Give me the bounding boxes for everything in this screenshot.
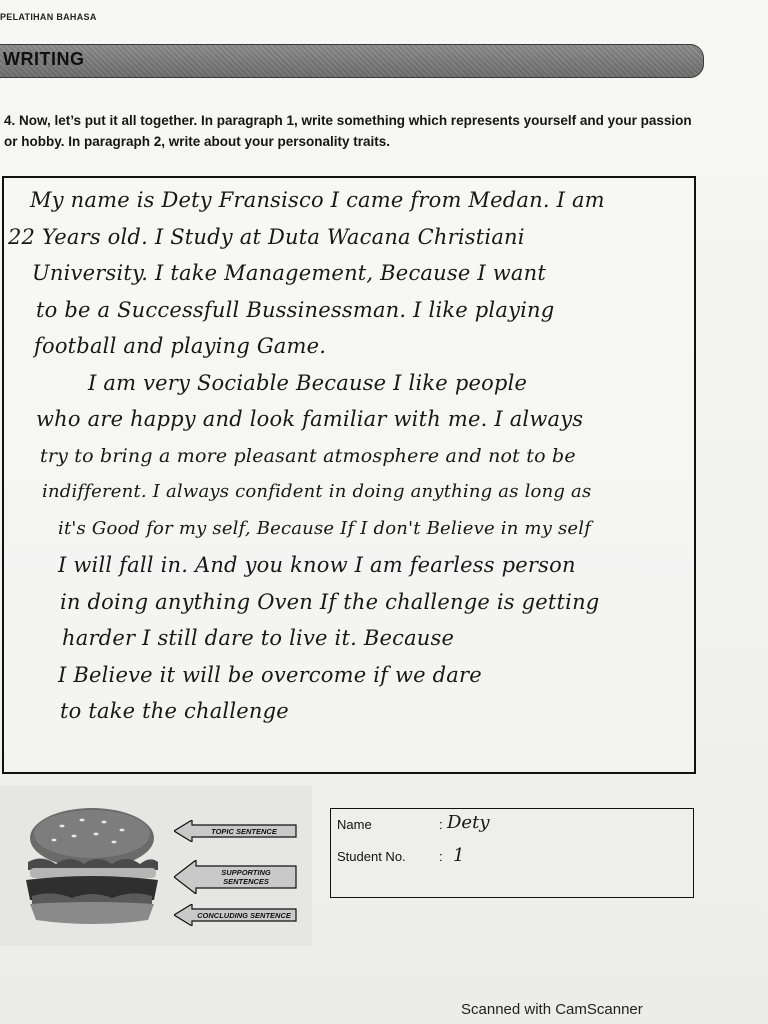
- answer-line: football and playing Game.: [34, 334, 327, 358]
- handwritten-answer: [4, 182, 696, 730]
- student-number-value: 1: [453, 845, 465, 866]
- scanner-watermark: Scanned with CamScanner: [461, 1001, 643, 1018]
- answer-line: I will fall in. And you know I am fearless person: [58, 553, 576, 577]
- answer-line: try to bring a more pleasant atmosphere and not to be: [40, 444, 576, 467]
- topic-sentence-arrow: [174, 820, 298, 842]
- student-info-box: [330, 808, 694, 898]
- supporting-sentences-arrow: [174, 860, 298, 894]
- answer-line: University. I take Management, Because I want: [32, 261, 546, 285]
- name-label: Name: [337, 817, 372, 832]
- answer-line: My name is Dety Fransisco I came from Medan. I am: [30, 188, 605, 212]
- answer-line: who are happy and look familiar with me. I always: [36, 407, 584, 431]
- answer-line: to take the challenge: [60, 699, 289, 723]
- institution-header: PELATIHAN BAHASA: [0, 12, 97, 22]
- name-value: Dety: [447, 812, 490, 833]
- answer-line: indifferent. I always confident in doing anything as long as: [42, 481, 592, 502]
- task-instruction: 4. Now, let’s put it all together. In paragraph 1, write something which represents yourself and your passion or hobby. In paragraph 2, write about your personality traits.: [4, 113, 692, 149]
- section-title: WRITING: [3, 49, 85, 69]
- concluding-sentence-arrow: [174, 904, 298, 926]
- arrow-label: SUPPORTING SENTENCES: [221, 868, 271, 886]
- arrow-label: TOPIC SENTENCE: [211, 827, 277, 836]
- answer-line: in doing anything Oven If the challenge is getting: [60, 589, 600, 614]
- arrow-label: CONCLUDING SENTENCE: [197, 911, 291, 920]
- answer-line: I am very Sociable Because I like people: [88, 370, 528, 395]
- answer-line: to be a Successfull Bussinessman. I like playing: [36, 297, 555, 322]
- answer-line: 22 Years old. I Study at Duta Wacana Christiani: [8, 224, 525, 249]
- paragraph-structure-diagram: [0, 786, 312, 946]
- name-separator: :: [439, 817, 443, 832]
- burger-icon: [22, 804, 162, 929]
- student-number-label: Student No.: [337, 849, 406, 864]
- section-banner: [0, 44, 704, 78]
- answer-line: harder I still dare to live it. Because: [62, 626, 455, 650]
- answer-line: I Believe it will be overcome if we dare: [58, 662, 482, 687]
- answer-line: it's Good for my self, Because If I don't Believe in my self: [58, 517, 592, 539]
- answer-box: [2, 176, 696, 774]
- student-number-separator: :: [439, 849, 443, 864]
